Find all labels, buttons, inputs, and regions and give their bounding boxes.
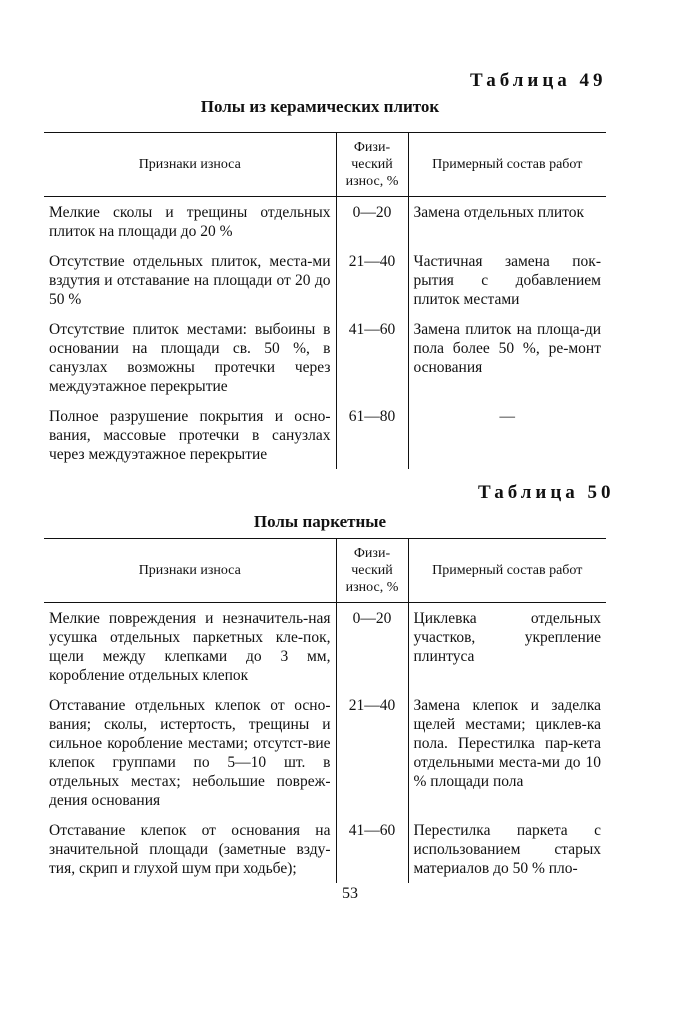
- header-works: Примерный состав работ: [408, 133, 606, 197]
- table-49: [44, 132, 606, 469]
- table-row: [44, 690, 606, 815]
- table-49-title: Полы из керамических плиток: [200, 97, 440, 116]
- cell-wear: 61—80: [336, 401, 408, 469]
- dash-mark: —: [499, 408, 515, 425]
- cell-wear: 0—20: [336, 197, 408, 247]
- header-wear: Физи- ческий износ, %: [336, 539, 408, 603]
- table-50-number: Таблица 50: [478, 482, 615, 503]
- header-works: Примерный состав работ: [408, 539, 606, 603]
- table-row: [44, 815, 606, 883]
- cell-works: Перестилка паркета с использованием старых материалов до 50 % пло-: [408, 815, 606, 883]
- cell-wear: 21—40: [336, 246, 408, 314]
- table-header-row: [44, 539, 606, 603]
- table-row: [44, 603, 606, 691]
- cell-works: Замена отдельных плиток: [408, 197, 606, 247]
- header-signs: Признаки износа: [44, 133, 336, 197]
- cell-works: Замена клепок и заделка щелей местами; циклев-ка пола. Перестилка пар-кета отдельными места-ми до 10 % площади пола: [408, 690, 606, 815]
- cell-works: Частичная замена пок-рытия с добавлением плиток местами: [408, 246, 606, 314]
- cell-works: Циклевка отдельных участков, укрепление плинтуса: [408, 603, 606, 691]
- table-row: [44, 246, 606, 314]
- cell-works: [408, 401, 606, 469]
- cell-works: Замена плиток на площа-ди пола более 50 %, ре-монт основания: [408, 314, 606, 401]
- cell-signs: Мелкие сколы и трещины отдельных плиток на площади до 20 %: [49, 204, 331, 240]
- cell-signs: Отставание клепок от основания на значительной площади (заметные взду-тия, скрип и глухой шум при ходьбе);: [49, 822, 331, 877]
- table-row: [44, 314, 606, 401]
- table-row: [44, 401, 606, 469]
- cell-signs: Отставание отдельных клепок от осно-вания; сколы, истертость, трещины и сильное коробление местами; отсутст-вие клепок группами по 5—10 шт. в отдельных местах; небольшие повреж-дения основания: [49, 697, 331, 809]
- cell-wear: 0—20: [336, 603, 408, 691]
- header-wear: Физи- ческий износ, %: [336, 133, 408, 197]
- table-50-title: Полы паркетные: [253, 512, 387, 531]
- cell-signs: Отсутствие плиток местами: выбоины в основании на площади св. 50 %, в санузлах возможны протечки через междуэтажное перекрытие: [49, 321, 331, 395]
- cell-wear: 41—60: [336, 314, 408, 401]
- table-row: [44, 197, 606, 247]
- table-header-row: [44, 133, 606, 197]
- page-number: 53: [342, 885, 358, 902]
- cell-wear: 41—60: [336, 815, 408, 883]
- table-49-number: Таблица 49: [470, 70, 607, 91]
- table-50: [44, 538, 606, 883]
- cell-signs: Полное разрушение покрытия и осно-вания, массовые протечки в санузлах через междуэтажное перекрытие: [49, 408, 331, 463]
- cell-signs: Мелкие повреждения и незначитель-ная усушка отдельных паркетных кле-пок, щели между клепками до 3 мм, коробление отдельных клепок: [49, 610, 331, 684]
- header-signs: Признаки износа: [44, 539, 336, 603]
- cell-signs: Отсутствие отдельных плиток, места-ми вздутия и отставание на площади от 20 до 50 %: [49, 253, 331, 308]
- cell-wear: 21—40: [336, 690, 408, 815]
